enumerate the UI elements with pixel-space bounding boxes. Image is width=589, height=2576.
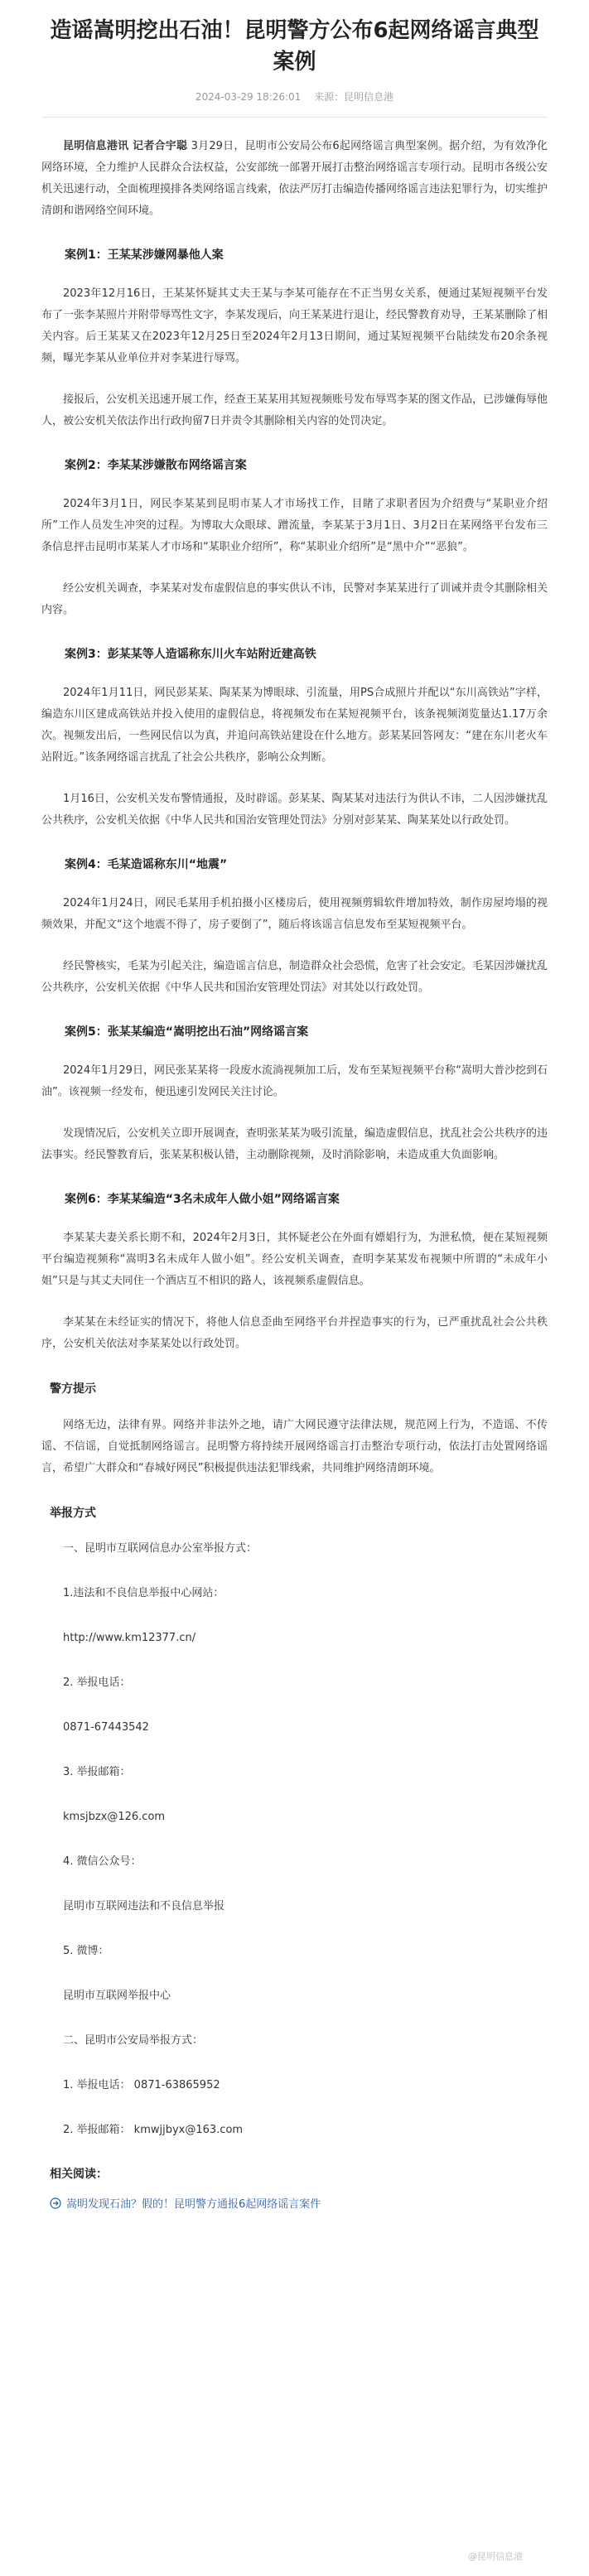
report-website-label: 1.违法和不良信息举报中心网站：	[63, 1587, 224, 1599]
case-6-para-1: 李某某夫妻关系长期不和，2024年2月3日，其怀疑老公在外面有嫖娼行为，为泄私愤，便在某短视频平台编造视频称“嵩明3名未成年人做小姐”。经公安机关调查，查明李某某发布视频中所谓的“未成年小姐”只是与其丈夫同住一个酒店互不相识的路人，该视频系虚假信息。	[41, 1232, 548, 1287]
title-divider	[41, 117, 548, 118]
report-heading: 举报方式	[50, 1507, 96, 1520]
intro-lead: 昆明信息港讯 记者合宇聪	[63, 140, 188, 152]
case-1-title: 案例1：王某某涉嫌网暴他人案	[65, 248, 224, 262]
report-phone-label: 2. 举报电话：	[63, 1676, 131, 1689]
case-3-title: 案例3：彭某某等人造谣称东川火车站附近建高铁	[65, 648, 316, 661]
article-title: 造谣嵩明挖出石油！昆明警方公布6起网络谣言典型案例	[50, 18, 539, 75]
case-1-para-1: 2023年12月16日，王某某怀疑其丈夫王某与李某可能存在不正当男女关系，便通过某短视频平台发布了一张李某照片并附带辱骂性文字，李某发现后，向王某某进行退让，经民警教育劝导，王某某删除了相关内容。后王某某又在2023年12月25日至2024年2月13日期间，通过某短视频平台陆续发布20余条视频，曝光李某从业单位并对李某进行辱骂。	[41, 287, 548, 364]
report-cac-heading: 一、昆明市互联网信息办公室举报方式：	[63, 1542, 258, 1555]
report-phone-number: 0871-67443542	[63, 1721, 149, 1734]
related-article-link[interactable]	[50, 2195, 548, 2211]
report-weibo-name: 昆明市互联网举报中心	[63, 1990, 171, 2002]
case-3-para-2: 1月16日，公安机关发布警情通报，及时辟谣。彭某某、陶某某对违法行为供认不讳，二人因涉嫌扰乱公共秩序，公安机关依据《中华人民共和国治安管理处罚法》分别对彭某某、陶某某处以行政处罚。	[41, 793, 548, 827]
case-5-para-1: 2024年1月29日，网民张某某将一段废水流淌视频加工后，发布至某短视频平台称“嵩明大普沙挖到石油”。该视频一经发布，便迅速引发网民关注讨论。	[41, 1064, 548, 1098]
case-4-para-2: 经民警核实，毛某为引起关注，编造谣言信息，制造群众社会恐慌，危害了社会安定。毛某因涉嫌扰乱公共秩序，公安机关依据《中华人民共和国治安管理处罚法》对其处以行政处罚。	[41, 960, 548, 994]
report-police-heading: 二、昆明市公安局举报方式：	[63, 2034, 204, 2047]
warning-paragraph: 网络无边，法律有界。网络并非法外之地，请广大网民遵守法律法规，规范网上行为，不造谣、不传谣、不信谣，自觉抵制网络谣言。昆明警方将持续开展网络谣言打击整治专项行动，依法打击处置网络谣言，希望广大群众和“春城好网民”积极提供违法犯罪线索，共同维护网络清朗环境。	[41, 1419, 548, 1474]
intro-text: 3月29日，昆明市公安局公布6起网络谣言典型案例。据介绍，为有效净化网络环境，全力维护人民群众合法权益，公安部统一部署开展打击整治网络谣言专项行动。昆明市各级公安机关迅速行动，全面梳理摸排各类网络谣言线索，依法严厉打击编造传播网络谣言违法犯罪行为，切实维护清朗和谐网络空间环境。	[41, 140, 548, 217]
warning-heading: 警方提示	[50, 1382, 96, 1396]
case-3-para-1: 2024年1月11日，网民彭某某、陶某某为博眼球、引流量，用PS合成照片并配以“东川高铁站”字样，编造东川区建成高铁站并投入使用的虚假信息，将视频发布在某短视频平台，该条视频浏览量达1.17万余次。视频发出后，一些网民信以为真，并追问高铁站建设在什么地方。彭某某回答网友：“建在东川老火车站附近。”该条网络谣言扰乱了社会公共秩序，影响公众判断。	[41, 687, 548, 764]
report-wechat-name: 昆明市互联网违法和不良信息举报	[63, 1900, 225, 1913]
article-meta	[41, 89, 548, 104]
report-email-address: kmsjbzx@126.com	[63, 1811, 166, 1823]
report-weibo-label: 5. 微博：	[63, 1945, 109, 1957]
case-4-para-1: 2024年1月24日，网民毛某用手机拍摄小区楼房后，使用视频剪辑软件增加特效，制作房屋垮塌的视频效果，并配文“这个地震不得了，房子要倒了”，随后将该谣言信息发布至某短视频平台。	[41, 897, 548, 931]
report-email-label: 3. 举报邮箱：	[63, 1766, 131, 1778]
case-2-para-1: 2024年3月1日，网民李某某到昆明市某人才市场找工作，目睹了求职者因为介绍费与“某职业介绍所”工作人员发生冲突的过程。为博取大众眼球、蹭流量，李某某于3月1日、3月2日在某网络平台发布三条信息抨击昆明市某某人才市场和“某职业介绍所”，称“某职业介绍所”是“黑中介”“恶狼”。	[41, 498, 548, 553]
case-5-title: 案例5：张某某编造“嵩明挖出石油”网络谣言案	[65, 1025, 309, 1039]
article-source: 来源：昆明信息港	[314, 91, 394, 103]
case-2-para-2: 经公安机关调查，李某某对发布虚假信息的事实供认不讳，民警对李某某进行了训诫并责令其删除相关内容。	[41, 582, 548, 616]
intro-paragraph	[41, 136, 548, 222]
report-website-url[interactable]: http://www.km12377.cn/	[63, 1632, 196, 1644]
related-heading: 相关阅读：	[50, 2168, 108, 2181]
case-4-title: 案例4：毛某造谣称东川“地震”	[65, 858, 228, 871]
link-icon	[50, 2197, 61, 2209]
case-5-para-2: 发现情况后，公安机关立即开展调查，查明张某某为吸引流量，编造虚假信息，扰乱社会公共秩序的违法事实。经民警教育后，张某某积极认错，主动删除视频，及时消除影响，未造成重大负面影响。	[41, 1127, 548, 1161]
report-police-email: 2. 举报邮箱： kmwjjbyx@163.com	[63, 2124, 244, 2136]
case-6-title: 案例6：李某某编造“3名未成年人做小姐”网络谣言案	[65, 1193, 340, 1206]
case-1-para-2: 接报后，公安机关迅速开展工作，经查王某某用其短视频账号发布辱骂李某的图文作品，已涉嫌侮辱他人，被公安机关依法作出行政拘留7日并责令其删除相关内容的处罚决定。	[41, 393, 548, 427]
case-6-para-2: 李某某在未经证实的情况下，将他人信息歪曲至网络平台并捏造事实的行为，已严重扰乱社会公共秩序，公安机关依法对李某某处以行政处罚。	[41, 1316, 548, 1350]
report-police-phone: 1. 举报电话： 0871-63865952	[63, 2079, 220, 2091]
related-link-text: 嵩明发现石油？假的！昆明警方通报6起网络谣言案件	[66, 2198, 321, 2211]
source-watermark: @昆明信息港	[468, 2551, 523, 2562]
publish-date: 2024-03-29 18:26:01	[195, 91, 302, 103]
report-wechat-label: 4. 微信公众号：	[63, 1855, 142, 1868]
case-2-title: 案例2：李某某涉嫌散布网络谣言案	[65, 459, 247, 472]
